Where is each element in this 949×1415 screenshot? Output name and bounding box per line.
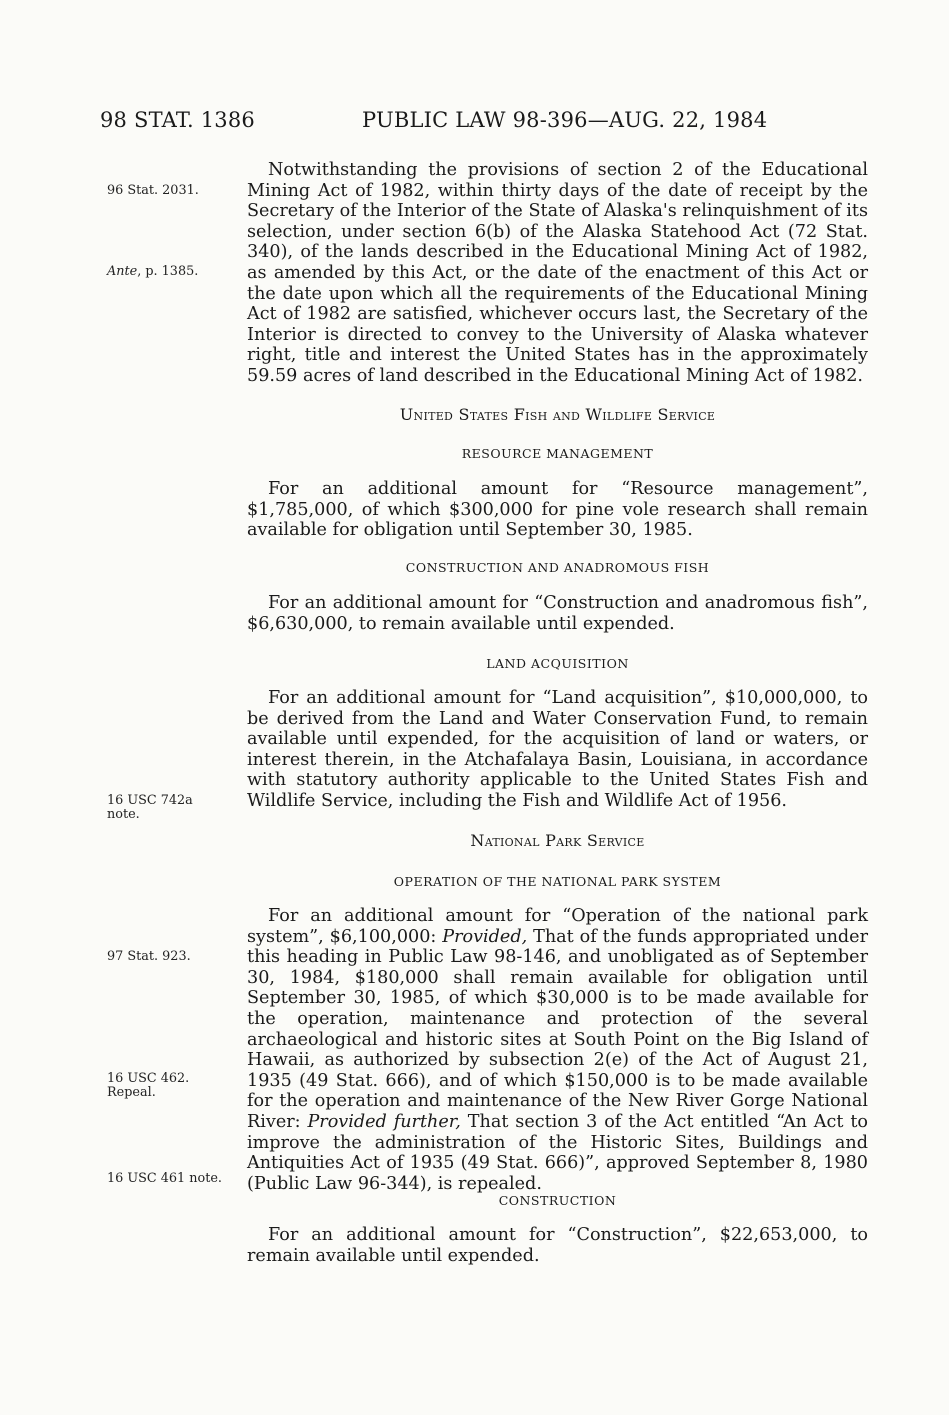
nps-heading: National Park Service [470, 831, 645, 850]
paragraph-text: For an additional amount for “Resource management”, $1,785,000, of which $300,000 for pine vole research shall remain available for obligation until September 30, 1985. [247, 479, 868, 541]
stat-page-number: 98 STAT. 1386 [100, 108, 255, 132]
public-law-running-head: PUBLIC LAW 98-396—AUG. 22, 1984 [362, 108, 768, 132]
margin-note-ante-page: , p. 1385. [137, 264, 199, 279]
proviso-italic: Provided further, [307, 1111, 461, 1132]
paragraph-text: For an additional amount for “Construction and anadromous fish”, $6,630,000, to remain available until expended. [247, 593, 868, 634]
operation-nps-paragraph [247, 906, 868, 1194]
fws-heading: United States Fish and Wildlife Service [399, 405, 716, 424]
construction-anadromous-paragraph [247, 593, 868, 634]
land-acquisition-heading: LAND ACQUISITION [486, 656, 629, 671]
margin-note-line: 16 USC 742a [107, 793, 193, 808]
margin-note-16-usc-462 [107, 1072, 189, 1100]
margin-note-ante-italic: Ante [107, 264, 138, 279]
margin-note-97-stat: 97 Stat. 923. [107, 949, 191, 964]
paragraph-segment: For an additional amount for “Operation of the national park system”, $6,100,000: [247, 906, 868, 947]
margin-note-16-usc-461: 16 USC 461 note. [107, 1171, 222, 1186]
margin-note-line: 16 USC 462. [107, 1071, 190, 1086]
paragraph-segment: That section 3 of the Act entitled “An Act to improve the administration of the Historic Sites, Buildings and Antiquities Act of 1935 (49 Stat. 666)”, approved September 8, 1980 (Public Law 96-344), is repealed. [247, 1111, 869, 1194]
paragraph-text: For an additional amount for “Construction”, $22,653,000, to remain available until expended. [247, 1225, 868, 1266]
land-acquisition-paragraph [247, 688, 868, 812]
resource-management-paragraph [247, 479, 868, 541]
margin-note-line: Repeal. [107, 1085, 156, 1100]
margin-note-16-usc-742a [107, 794, 193, 822]
paragraph-segment: That of the funds appropriated under this heading in Public Law 98-146, and unobligated as of September 30, 1984, $180,000 shall remain available for obligation until September 30, 1985, of which $30,000 is to be made available for the operation, maintenance and protection of the several archaeological and historic sites at South Point on the Big Island of Hawaii, as authorized by subsection 2(e) of the Act of August 21, 1935 (49 Stat. 666), and of which $150,000 is to be made available for the operation and maintenance of the New River Gorge National River: [247, 926, 868, 1132]
paragraph-text: For an additional amount for “Land acquisition”, $10,000,000, to be derived from the Land and Water Conservation Fund, to remain available until expended, for the acquisition of land or waters, or interest therein, in the Atchafalaya Basin, Louisiana, in accordance with statutory authority applicable to the United States Fish and Wildlife Service, including the Fish and Wildlife Act of 1956. [247, 688, 868, 811]
margin-note-line: note. [107, 807, 140, 822]
paragraph-text [247, 906, 868, 1194]
construction-anadromous-heading: CONSTRUCTION AND ANADROMOUS FISH [405, 560, 710, 575]
operation-nps-heading: OPERATION OF THE NATIONAL PARK SYSTEM [393, 874, 722, 889]
educational-mining-paragraph [247, 160, 868, 387]
proviso-italic: Provided, [442, 926, 528, 947]
construction-paragraph [247, 1225, 868, 1266]
margin-note-96-stat: 96 Stat. 2031. [107, 183, 199, 198]
paragraph-text: Notwithstanding the provisions of section 2 of the Educational Mining Act of 1982, within thirty days of the date of receipt by the Secretary of the Interior of the State of Alaska's relinquishment of its selection, under section 6(b) of the Alaska Statehood Act (72 Stat. 340), of the lands described in the Educational Mining Act of 1982, as amended by this Act, or the date of the enactment of this Act or the date upon which all the requirements of the Educational Mining Act of 1982 are satisfied, whichever occurs last, the Secretary of the Interior is directed to convey to the University of Alaska whatever right, title and interest the United States has in the approximately 59.59 acres of land described in the Educational Mining Act of 1982. [247, 160, 868, 386]
resource-management-heading: RESOURCE MANAGEMENT [461, 446, 654, 461]
construction-heading: CONSTRUCTION [498, 1193, 617, 1208]
margin-note-ante [107, 265, 198, 279]
